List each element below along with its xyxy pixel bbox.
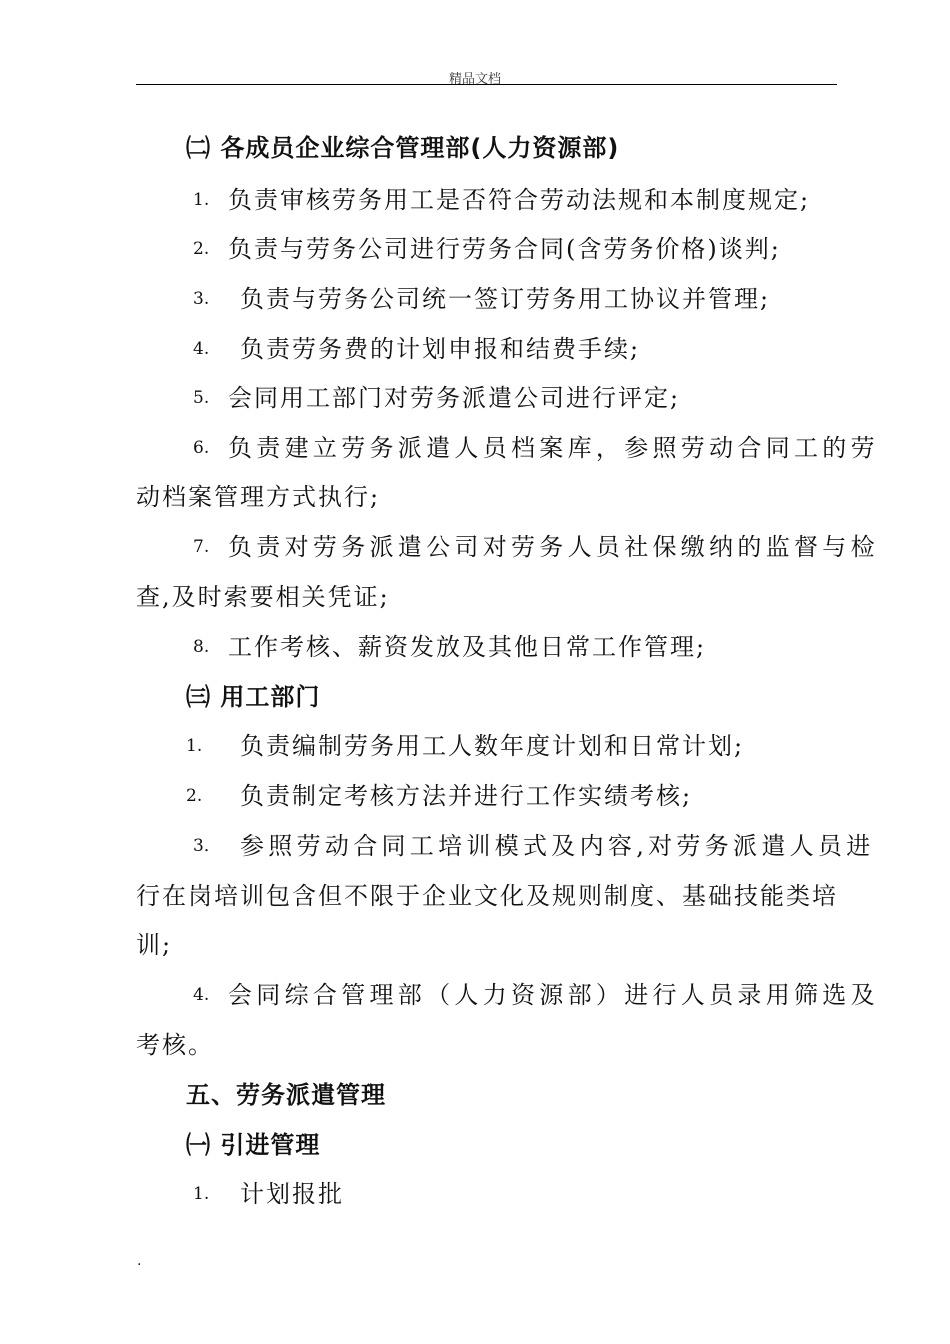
- item-text: 负责编制劳务用工人数年度计划和日常计划;: [240, 732, 745, 760]
- item-text-continued: 动档案管理方式执行;: [136, 483, 381, 511]
- item-text: 负责审核劳务用工是否符合劳动法规和本制度规定;: [228, 186, 811, 214]
- header-rule: [136, 84, 837, 85]
- item-number: 7.: [193, 537, 210, 557]
- item-text-continued: 查,及时索要相关凭证;: [136, 583, 390, 611]
- item-number: 2.: [193, 239, 210, 259]
- list-item-continuation: [0, 1025, 950, 1065]
- item-number: 1.: [186, 736, 203, 756]
- list-item-continuation: [0, 925, 950, 965]
- footer-mark: .: [137, 1253, 142, 1269]
- item-text: 会同综合管理部（人力资源部）进行人员录用筛选及: [228, 981, 879, 1009]
- item-text: 参照劳动合同工培训模式及内容,对劳务派遣人员进: [240, 832, 875, 860]
- item-number: 3．: [193, 836, 221, 856]
- list-item: [0, 378, 950, 418]
- item-text: 负责对劳务派遣公司对劳务人员社保缴纳的监督与检: [228, 533, 879, 561]
- section-heading: [0, 1075, 950, 1115]
- item-text-continued: 训;: [136, 931, 173, 959]
- subheading-text: ㈠ 引进管理: [186, 1131, 321, 1159]
- item-number: 4.: [193, 985, 210, 1005]
- list-item: [0, 726, 950, 766]
- item-number: 3.: [193, 289, 210, 309]
- item-text: 计划报批: [240, 1180, 344, 1208]
- item-number: 1.: [193, 1184, 210, 1204]
- list-item: [0, 627, 950, 667]
- item-text: 负责制定考核方法并进行工作实绩考核;: [240, 782, 693, 810]
- heading-text: ㈢ 用工部门: [186, 683, 321, 711]
- list-item: [0, 527, 950, 567]
- item-number: 5.: [193, 388, 210, 408]
- item-number: 8.: [193, 637, 210, 657]
- item-number: 2.: [186, 786, 203, 806]
- item-text-continued: 考核。: [136, 1031, 214, 1059]
- page-header: 精品文档: [448, 72, 501, 87]
- list-item: [0, 279, 950, 319]
- item-text: 工作考核、薪资发放及其他日常工作管理;: [228, 633, 707, 661]
- heading-text: ㈡ 各成员企业综合管理部(人力资源部): [186, 134, 620, 162]
- section-heading: [0, 128, 950, 168]
- item-text: 负责劳务费的计划申报和结费手续;: [240, 335, 641, 363]
- list-item: [0, 776, 950, 816]
- subsection-heading: [0, 1125, 950, 1165]
- item-text: 负责建立劳务派遣人员档案库，参照劳动合同工的劳: [228, 434, 879, 462]
- list-item: [0, 1174, 950, 1214]
- list-item-continuation: [0, 477, 950, 517]
- list-item: [0, 180, 950, 220]
- item-text: 会同用工部门对劳务派遣公司进行评定;: [228, 384, 681, 412]
- list-item: [0, 975, 950, 1015]
- item-number: 6.: [193, 438, 210, 458]
- list-item: [0, 229, 950, 269]
- list-item: [0, 428, 950, 468]
- list-item: [0, 329, 950, 369]
- item-text: 负责与劳务公司进行劳务合同(含劳务价格)谈判;: [228, 235, 781, 263]
- heading-text: 五、劳务派遣管理: [186, 1081, 386, 1109]
- item-number: 4.: [193, 339, 210, 359]
- item-text: 负责与劳务公司统一签订劳务用工协议并管理;: [240, 285, 771, 313]
- list-item: [0, 826, 950, 866]
- section-heading: [0, 677, 950, 717]
- list-item-continuation: [0, 876, 950, 916]
- list-item-continuation: [0, 577, 950, 617]
- item-number: 1.: [193, 190, 210, 210]
- item-text-continued: 行在岗培训包含但不限于企业文化及规则制度、基础技能类培: [136, 882, 838, 910]
